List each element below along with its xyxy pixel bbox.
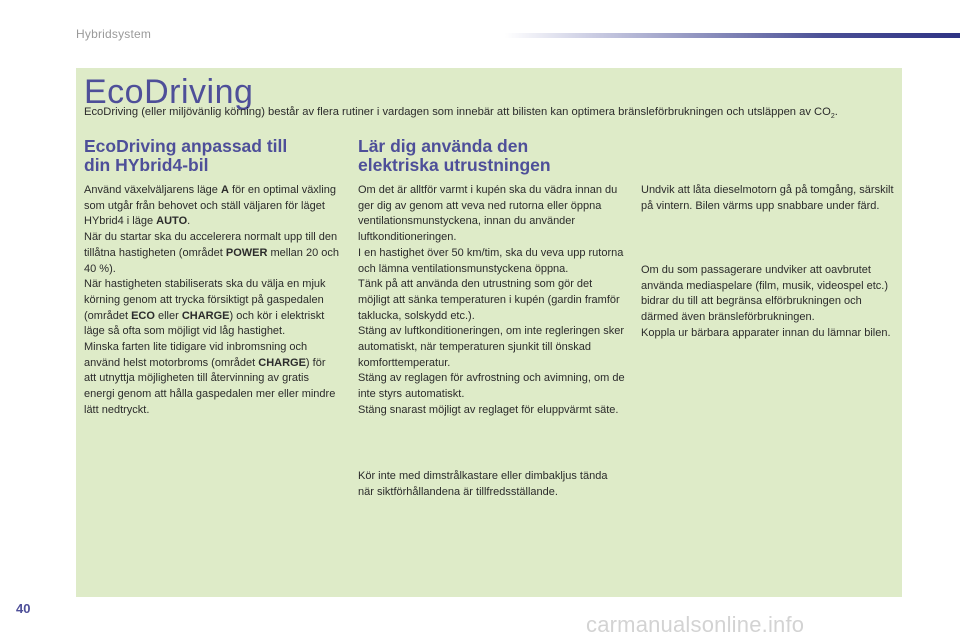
paragraph: När du startar ska du accelerera normalt upp till den tillåtna hastigheten (området POWER mellan 20 och 40 %). <box>84 231 339 275</box>
heading-ecodriving-hybrid4: EcoDriving anpassad till din HYbrid4-bil <box>84 136 288 175</box>
page-number: 40 <box>16 601 31 616</box>
running-header: Hybridsystem <box>76 27 152 41</box>
paragraph: Använd växelväljarens läge A för en optimal växling som utgår från behovet och ställ väljaren för läget HYbrid4 i läge AUTO. <box>84 184 336 228</box>
middle-column-text <box>358 183 626 419</box>
paragraph: I en hastighet över 50 km/tim, ska du veva upp rutorna och lämna ventilationsmunstyckena öppna. <box>358 246 624 275</box>
intro-paragraph: EcoDriving (eller miljövänlig körning) består av flera rutiner i vardagen som innebär att bilisten kan optimera bränsleförbrukningen och utsläppen av $CO_2$. <box>84 106 838 121</box>
section-title: EcoDriving <box>84 73 254 111</box>
paragraph: Om det är alltför varmt i kupén ska du vädra innan du ger dig av genom att veva ned rutorna eller öppna ventilationsmunstyckena, innan du använder luftkonditioneringen. <box>358 184 618 244</box>
co2-subscript: 2 <box>830 113 835 121</box>
watermark: carmanualsonline.info <box>586 612 805 637</box>
paragraph: Stäng snarast möjligt av reglaget för eluppvärmt säte. <box>358 403 619 416</box>
idling-paragraph: Undvik att låta dieselmotorn gå på tomgång, särskilt på vintern. Bilen värms upp snabbare under färd. <box>641 184 894 212</box>
heading-electrical-equipment: Lär dig använda den elektriska utrustningen <box>358 136 551 175</box>
paragraph: Stäng av reglagen för avfrostning och avimning, om de inte styrs automatiskt. <box>358 372 625 401</box>
left-column-text <box>84 183 340 419</box>
paragraph: Om du som passagerare undviker att oavbrutet använda mediaspelare (film, musik, videospel etc.) bidrar du till att begränsa elförbrukningen och därmed även bränsleförbrukningen. <box>641 264 889 324</box>
paragraph: Koppla ur bärbara apparater innan du lämnar bilen. <box>641 326 891 339</box>
right-column-text <box>641 263 895 342</box>
fog-lights-paragraph: Kör inte med dimstrålkastare eller dimbakljus tända när siktförhållandena är tillfredsställande. <box>358 470 608 498</box>
paragraph: Tänk på att använda den utrustning som gör det möjligt att sänka temperaturen i kupén (gardin framför taklucka, solskydd etc.). <box>358 278 620 322</box>
paragraph: Minska farten lite tidigare vid inbromsning och använd helst motorbroms (området CHARGE) för att utnyttja möjligheten till återvinning av gratis energi genom att hålla gaspedalen mer eller mindre lätt nedtryckt. <box>84 341 336 416</box>
paragraph: Stäng av luftkonditioneringen, om inte regleringen sker automatiskt, när temperaturen sjunkit till önskad komforttemperatur. <box>358 325 624 369</box>
paragraph: När hastigheten stabiliserats ska du välja en mjuk körning genom att trycka försiktigt på gaspedalen (området ECO eller CHARGE) och kör i elektriskt läge så ofta som möjligt vid låg hastighet. <box>84 278 326 338</box>
header-gradient-bar <box>505 33 960 38</box>
